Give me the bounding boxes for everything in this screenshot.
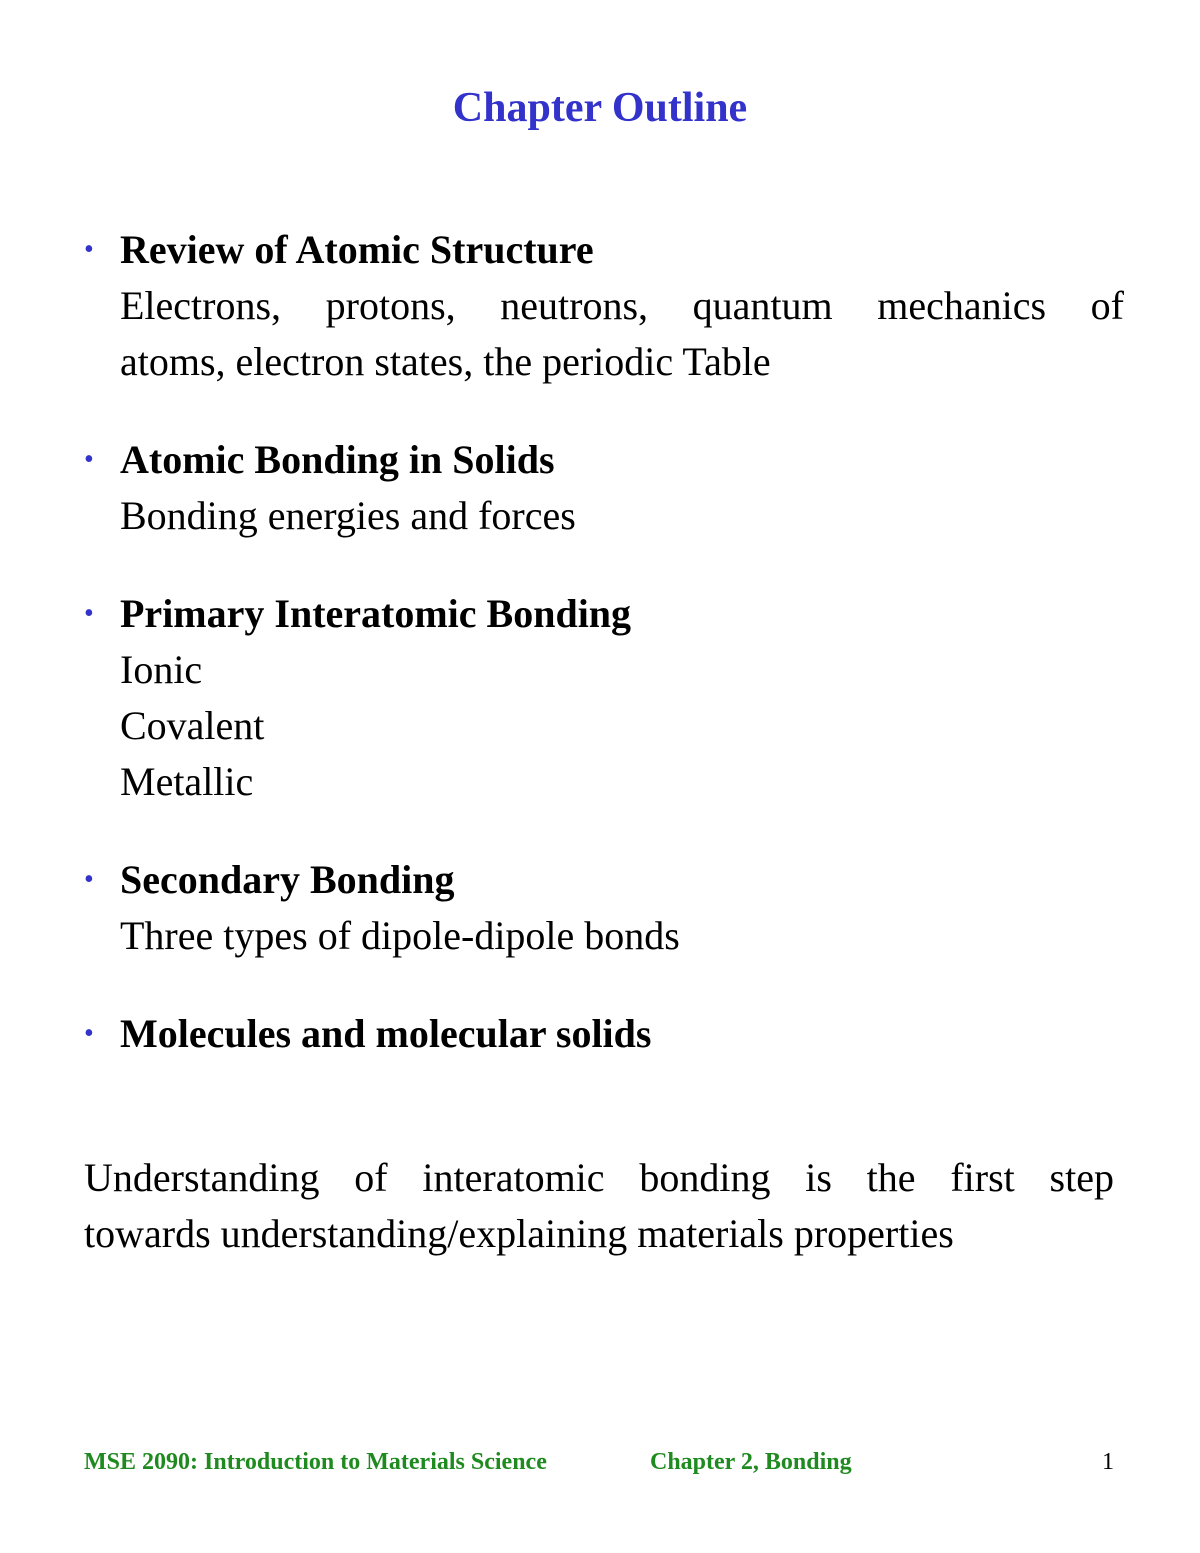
outline-heading: Primary Interatomic Bonding xyxy=(120,591,632,636)
outline-detail: Bonding energies and forces xyxy=(120,493,576,538)
bullet-icon: • xyxy=(84,598,94,629)
outline-item-atomic-bonding xyxy=(84,432,1124,544)
outline-detail: atoms, electron states, the periodic Table xyxy=(120,339,771,384)
page-title: Chapter Outline xyxy=(452,85,748,131)
page-footer xyxy=(84,1444,1114,1480)
outline-detail: Ionic xyxy=(120,647,203,692)
chapter-outline-list xyxy=(84,222,1124,1104)
closing-line: towards understanding/explaining materials properties xyxy=(84,1211,954,1256)
outline-detail: Three types of dipole-dipole bonds xyxy=(120,913,680,958)
footer-course-name: MSE 2090: Introduction to Materials Science xyxy=(84,1449,547,1475)
outline-heading: Atomic Bonding in Solids xyxy=(120,437,555,482)
outline-heading: Review of Atomic Structure xyxy=(120,227,594,272)
bullet-icon: • xyxy=(84,234,94,265)
outline-item-molecules xyxy=(84,1006,1124,1062)
outline-heading: Molecules and molecular solids xyxy=(120,1011,652,1056)
outline-detail: Covalent xyxy=(120,703,265,748)
outline-item-atomic-structure xyxy=(84,222,1124,390)
closing-line: Understanding of interatomic bonding is the first step xyxy=(84,1155,1114,1200)
closing-statement xyxy=(84,1150,1114,1262)
page-number: 1 xyxy=(1102,1449,1114,1475)
outline-detail: Electrons, protons, neutrons, quantum mechanics of xyxy=(120,283,1124,328)
outline-heading: Secondary Bonding xyxy=(120,857,455,902)
bullet-icon: • xyxy=(84,864,94,895)
outline-item-secondary-bonding xyxy=(84,852,1124,964)
outline-item-primary-bonding xyxy=(84,586,1124,810)
bullet-icon: • xyxy=(84,1018,94,1049)
outline-detail: Metallic xyxy=(120,759,254,804)
footer-chapter-name: Chapter 2, Bonding xyxy=(650,1449,852,1475)
bullet-icon: • xyxy=(84,444,94,475)
